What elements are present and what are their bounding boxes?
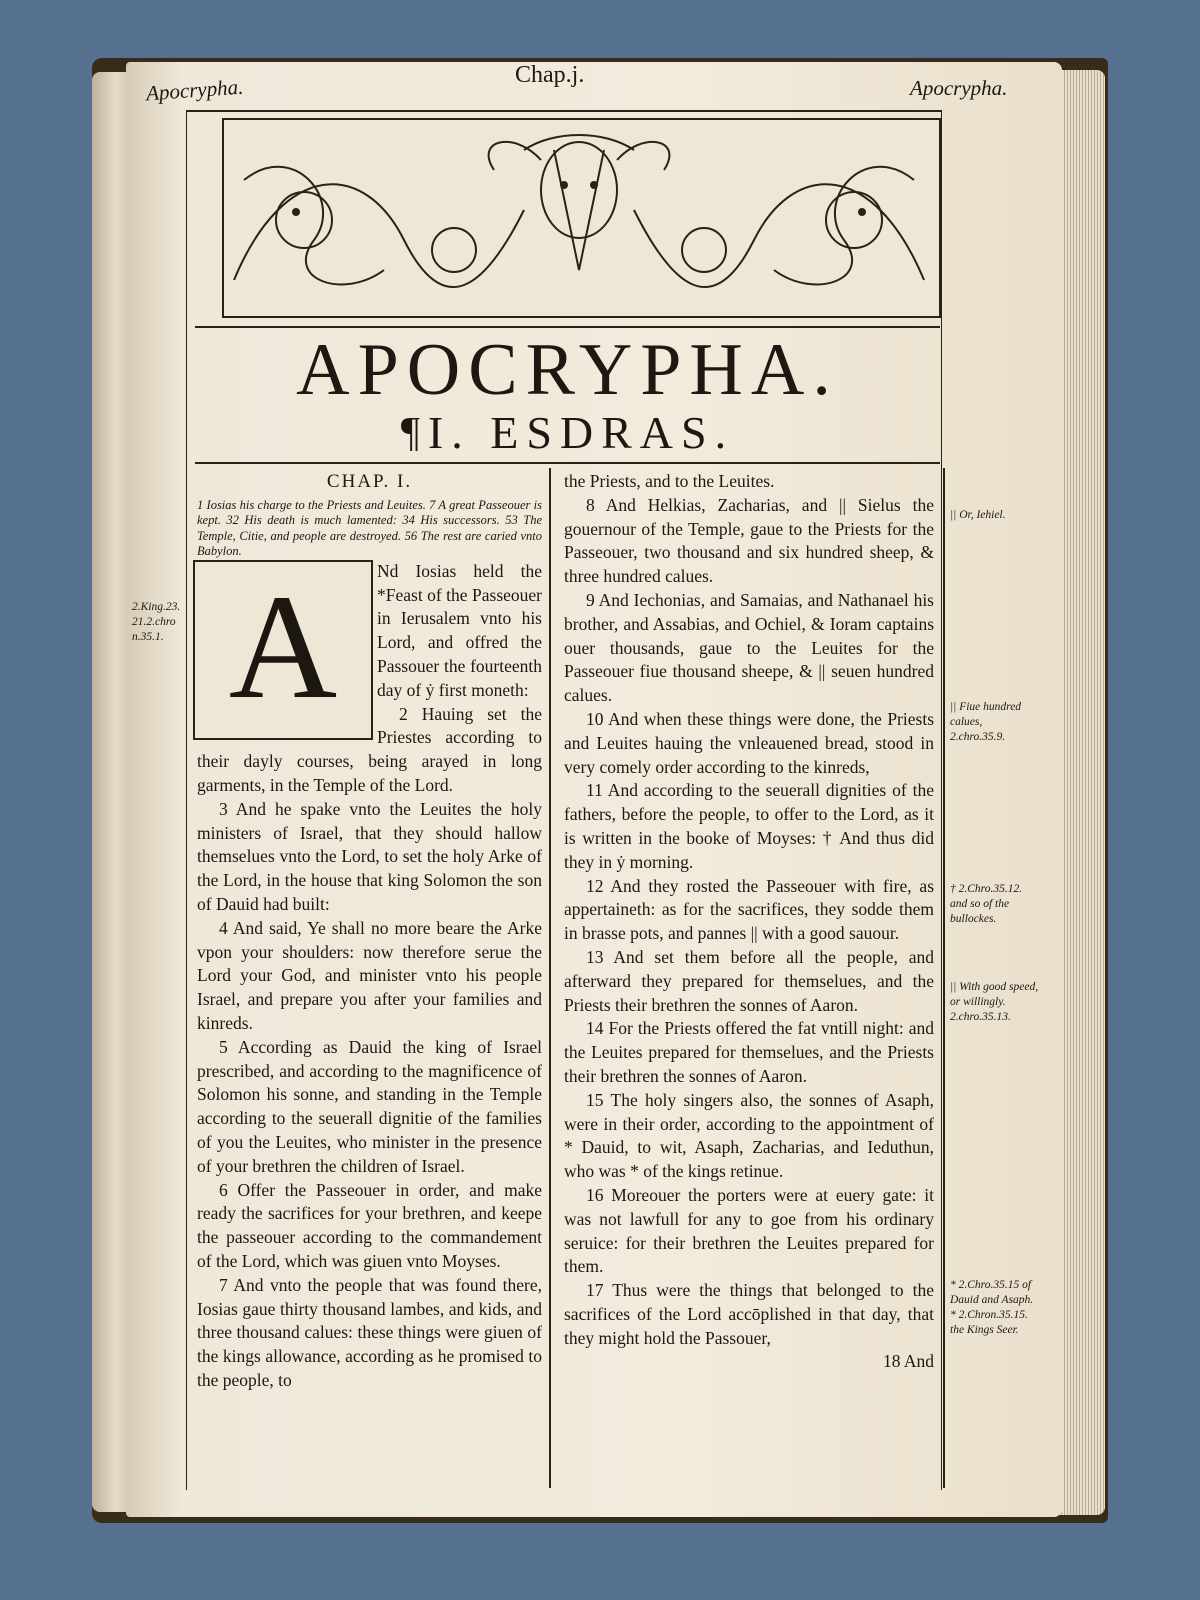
verse-5: 5 According as Dauid the king of Israel prescribed, and according to the magnificence of Solomon his sonne, and standing in the Temple according to the seuerall dignitie of the families of you the Leuites, who minister in the presence of your brethren the children of Israel.: [197, 1036, 542, 1176]
catchword: 18 And: [882, 1351, 934, 1372]
running-head-left: Apocrypha.: [145, 74, 245, 106]
decorated-initial: [193, 560, 373, 740]
initial-letter: A: [228, 563, 338, 730]
verse-1: Nd Iosias held the *Feast of the Passeouer in Ierusalem vnto his Lord, and offred the Passouer the fourteenth day of ẏ first moneth:: [377, 560, 542, 700]
verse-7-cont: the Priests, and to the Leuites.: [564, 471, 775, 491]
left-column: [197, 470, 542, 1393]
margin-rule: [943, 468, 945, 1488]
verse-12: 12 And they rosted the Passeouer with fire, as appertaineth: as for the sacrifices, they sodde them in brasse pots, and pannes || with a good sauour.: [564, 875, 934, 944]
verse-7: 7 And vnto the people that was found there, Iosias gaue thirty thousand lambes, and kids, and three thousand calues: these things were giuen of the kings allowance, according as he promised to the people, to: [197, 1274, 542, 1390]
header-rule: [186, 110, 942, 112]
verse-6: 6 Offer the Passeouer in order, and make ready the sacrifices for your brethren, and keepe the passeouer according to the commandement of the Lord, which was giuen vnto Moyses.: [197, 1179, 542, 1271]
book-title-text: I. ESDRAS.: [427, 407, 735, 458]
title-rule: [195, 326, 940, 328]
margin-note-left: 2.King.23.21.2.chron.35.1.: [132, 601, 181, 643]
verse-14: 14 For the Priests offered the fat vntill night: and the Leuites prepared for themselues, and the Priests their brethren the sonnes of Aaron.: [564, 1018, 934, 1086]
page-title: APOCRYPHA.: [296, 329, 839, 411]
column-rule: [549, 468, 551, 1488]
margin-note-1: || Or, Iehiel.: [950, 509, 1006, 521]
chapter-heading: CHAP. I.: [326, 471, 413, 492]
verse-15: 15 The holy singers also, the sonnes of Asaph, were in their order, according to the appointment of * Dauid, to wit, Asaph, Zacharias, and Ieduthun, who was * of the kings retinue.: [564, 1089, 934, 1182]
margin-note-5: * 2.Chro.35.15 of Dauid and Asaph. * 2.Chron.35.15. the Kings Seer.: [950, 1279, 1034, 1336]
pilcrow-mark: ¶: [400, 410, 428, 456]
verse-17: 17 Thus were the things that belonged to the sacrifices of the Lord accōplished in that day, that they might hold the Passouer,: [564, 1280, 934, 1348]
verse-16: 16 Moreouer the porters were at euery gate: it was not lawfull for any to goe from his ordinary seruice: for their brethren the Leuites prepared for them.: [564, 1184, 934, 1277]
right-column: [564, 470, 934, 1374]
verse-11: 11 And according to the seuerall dignities of the fathers, before the people, to offer to the Lord, as it is written in the booke of Moyses: † And thus did they in ẏ morning.: [564, 780, 934, 872]
margin-note-4: || With good speed, or willingly. 2.chro.35.13.: [950, 981, 1039, 1023]
ornament-illustration: [224, 120, 935, 312]
verse-10: 10 And when these things were done, the Priests and Leuites hauing the vnleauened bread, stood in very comely order according to the kinreds,: [564, 708, 934, 777]
subtitle-rule: [195, 462, 940, 464]
ornamental-headpiece: [222, 118, 941, 318]
verse-13: 13 And set them before all the people, and afterward they prepared for themselues, and the Priests their brethren the sonnes of Aaron.: [564, 946, 934, 1015]
margin-note-2: || Fiue hundred calues, 2.chro.35.9.: [950, 701, 1022, 743]
running-head-center: Chap.j.: [515, 62, 585, 88]
chapter-summary: 1 Iosias his charge to the Priests and Leuites. 7 A great Passeouer is kept. 32 His death is much lamented: 34 His successors. 53 The Temple, Citie, and people are destroyed. 56 The rest are caried vnto Babylon.: [197, 497, 542, 559]
verse-2: 2 Hauing set the Priestes according to their dayly courses, being arayed in long garments, in the Temple of the Lord.: [197, 703, 542, 795]
verse-4: 4 And said, Ye shall no more beare the Arke vpon your shoulders: now therefore serue the Lord your God, and minister vnto his people Israel, and prepare you after your families and kinreds.: [197, 917, 542, 1033]
running-head-right: Apocrypha.: [910, 76, 1008, 100]
book-title: [195, 408, 940, 458]
verse-9: 9 And Iechonias, and Samaias, and Nathanael his brother, and Assabias, and Ochiel, & Ioram captains ouer thousands, gaue to the Leuites for the Passeouer fiue thousand sheepe, & || seuen hundred calues.: [564, 589, 934, 706]
verse-8: 8 And Helkias, Zacharias, and || Sielus the gouernour of the Temple, gaue to the Priests for the Passeouer, two thousand and six hundred sheep, & three hundred calues.: [564, 494, 934, 587]
verse-3: 3 And he spake vnto the Leuites the holy ministers of Israel, that they should hallow themselues vnto the Lord, to set the holy Arke of the Lord, in the house that king Solomon the son of Dauid had built:: [197, 798, 542, 914]
margin-note-3: † 2.Chro.35.12. and so of the bullockes.: [950, 883, 1023, 925]
